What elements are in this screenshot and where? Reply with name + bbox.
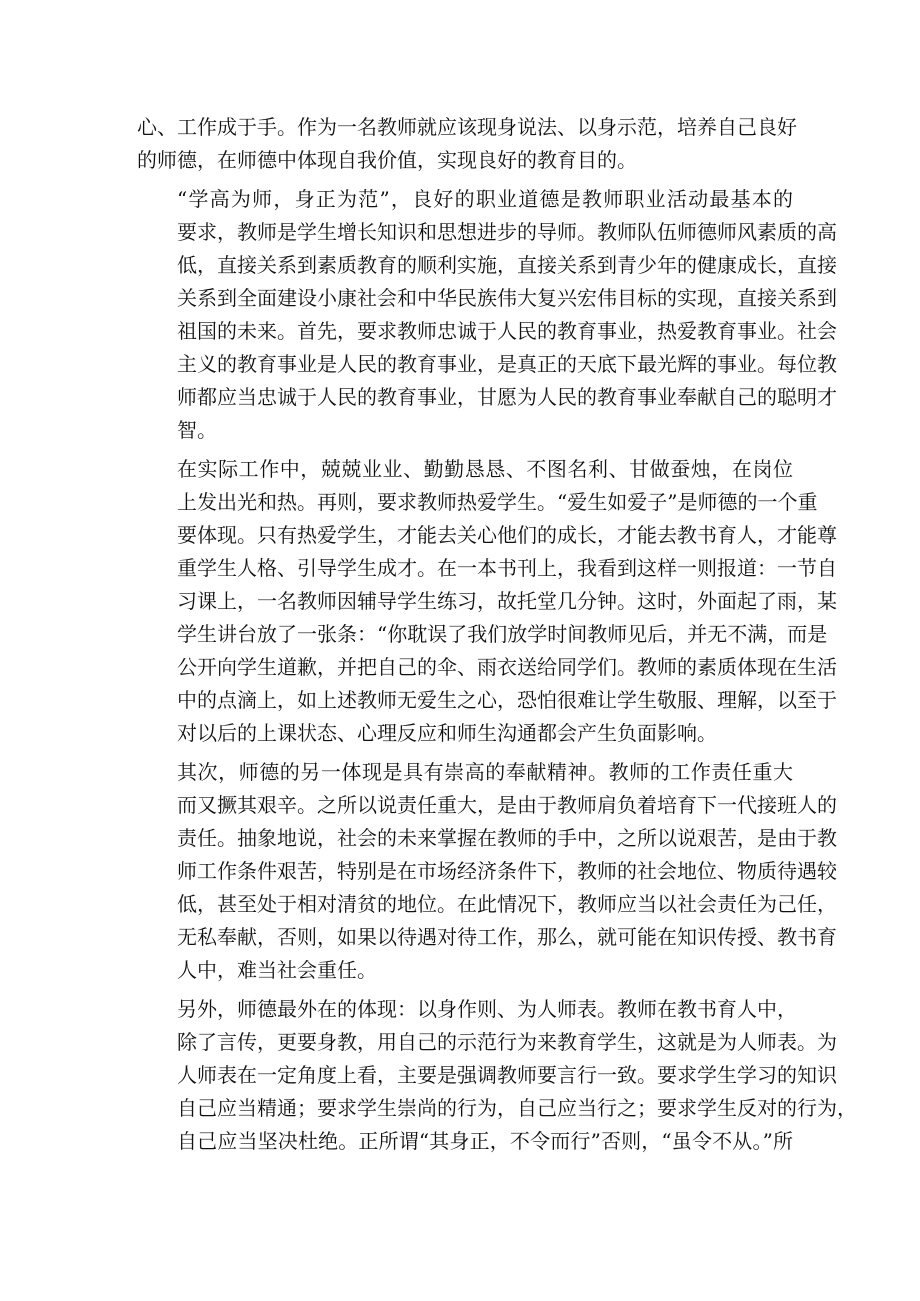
text-line: 中的点滴上，如上述教师无爱生之心，恐怕很难让学生敬服、理解，以至于 (177, 688, 837, 712)
text-line: 而又撅其艰辛。之所以说责任重大，是由于教师肩负着培育下一代接班人的 (177, 793, 837, 817)
paragraph-1 (137, 111, 797, 177)
text-line: “学高为师，身正为范”，良好的职业道德是教师职业活动最基本的 (177, 187, 793, 211)
paragraph-2 (137, 183, 837, 447)
text-line: 的师德，在师德中体现自我价值，实现良好的教育目的。 (137, 148, 637, 172)
text-line: 关系到全面建设小康社会和中华民族伟大复兴宏伟目标的实现，直接关系到 (177, 286, 837, 310)
text-line: 责任。抽象地说，社会的未来掌握在教师的手中，之所以说艰苦，是由于教 (177, 826, 837, 850)
document-body (137, 111, 857, 1158)
text-line: 心、工作成于手。作为一名教师就应该现身说法、以身示范，培养自己良好 (137, 115, 797, 139)
text-line: 自己应当精通；要求学生崇尚的行为，自己应当行之；要求学生反对的行为， (177, 1096, 857, 1120)
text-line: 在实际工作中，兢兢业业、勤勤恳恳、不图名利、甘做蚕烛，在岗位 (177, 457, 793, 481)
text-line: 除了言传，更要身教，用自己的示范行为来教育学生，这就是为人师表。为 (177, 1030, 837, 1054)
text-line: 低，甚至处于相对清贫的地位。在此情况下，教师应当以社会责任为己任， (177, 892, 837, 916)
text-line: 人师表在一定角度上看，主要是强调教师要言行一致。要求学生学习的知识 (177, 1063, 837, 1087)
text-line: 要体现。只有热爱学生，才能去关心他们的成长，才能去教书育人，才能尊 (177, 523, 837, 547)
text-line: 习课上，一名教师因辅导学生练习，故托堂几分钟。这时，外面起了雨，某 (177, 589, 837, 613)
text-line: 师工作条件艰苦，特别是在市场经济条件下，教师的社会地位、物质待遇较 (177, 859, 837, 883)
text-line: 智。 (177, 418, 217, 442)
text-line: 低，直接关系到素质教育的顺利实施，直接关系到青少年的健康成长，直接 (177, 253, 837, 277)
text-line: 上发出光和热。再则，要求教师热爱学生。“爱生如爱子”是师德的一个重 (177, 490, 818, 514)
text-line: 重学生人格、引导学生成才。在一本书刊上，我看到这样一则报道：一节自 (177, 556, 837, 580)
paragraph-3 (137, 453, 837, 750)
text-line: 公开向学生道歉，并把自己的伞、雨衣送给同学们。教师的素质体现在生活 (177, 655, 837, 679)
paragraph-5 (137, 993, 857, 1158)
text-line: 主义的教育事业是人民的教育事业，是真正的天底下最光辉的事业。每位教 (177, 352, 837, 376)
text-line: 自己应当坚决杜绝。正所谓“其身正，不令而行”否则，“虽令不从。”所 (177, 1129, 793, 1153)
text-line: 人中，难当社会重任。 (177, 958, 377, 982)
text-line: 祖国的未来。首先，要求教师忠诚于人民的教育事业，热爱教育事业。社会 (177, 319, 837, 343)
text-line: 另外，师德最外在的体现：以身作则、为人师表。教师在教书育人中， (177, 997, 797, 1021)
text-line: 师都应当忠诚于人民的教育事业，甘愿为人民的教育事业奉献自己的聪明才 (177, 385, 837, 409)
text-line: 学生讲台放了一张条：“你耽误了我们放学时间教师见后，并无不满，而是 (177, 622, 828, 646)
text-line: 无私奉献，否则，如果以待遇对待工作，那么，就可能在知识传授、教书育 (177, 925, 837, 949)
text-line: 要求，教师是学生增长知识和思想进步的导师。教师队伍师德师风素质的高 (177, 220, 837, 244)
paragraph-4 (137, 756, 837, 987)
text-line: 对以后的上课状态、心理反应和师生沟通都会产生负面影响。 (177, 721, 717, 745)
text-line: 其次，师德的另一体现是具有崇高的奉献精神。教师的工作责任重大 (177, 760, 793, 784)
